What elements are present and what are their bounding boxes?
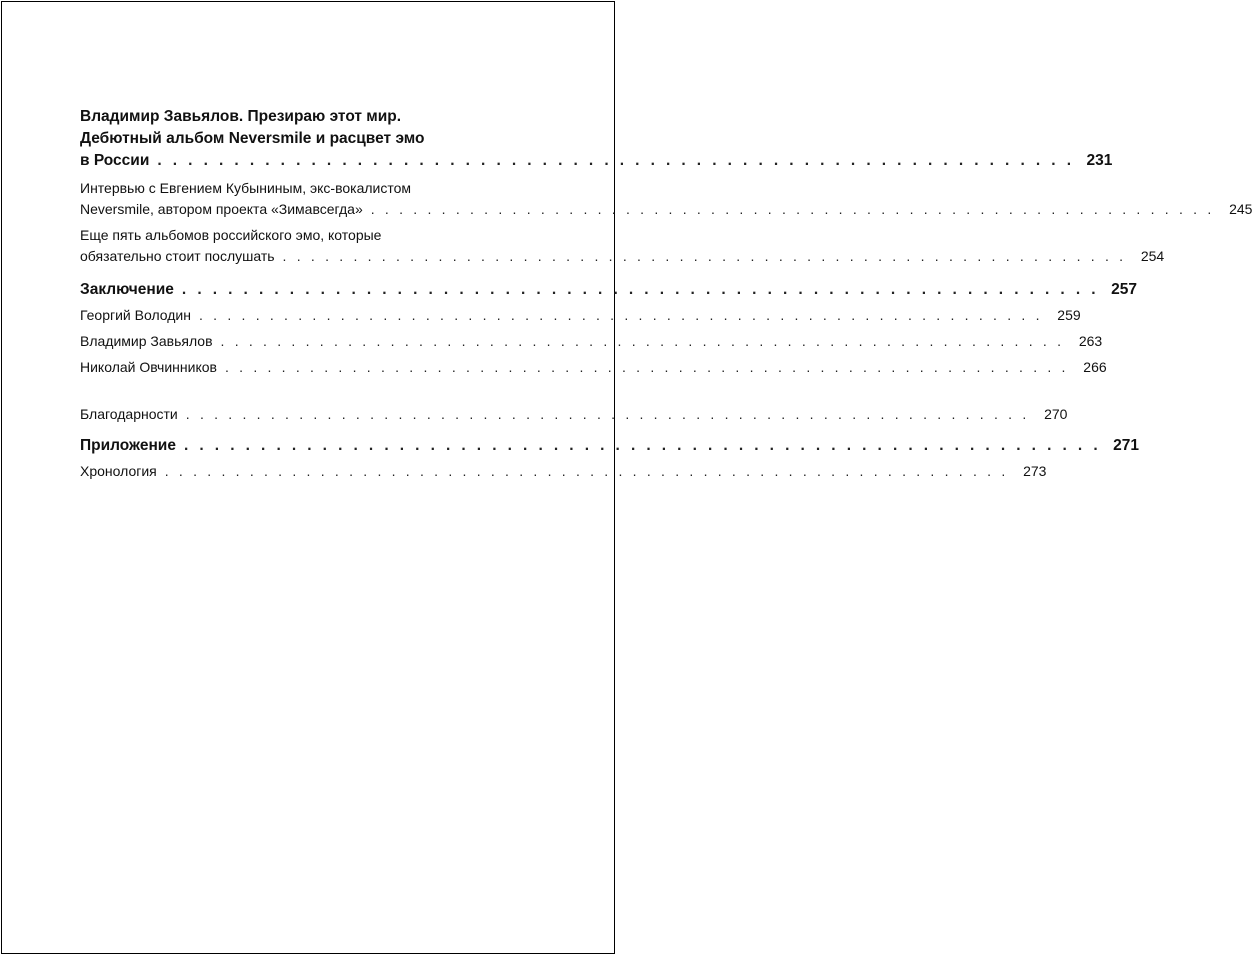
- toc-entry-last-line: [80, 404, 1068, 425]
- toc-entry-title: Благодарности: [80, 406, 178, 422]
- toc-entry-title: Хронология: [80, 463, 157, 479]
- toc-entry-chronology: [80, 461, 1047, 482]
- toc-entry-title: Владимир Завьялов: [80, 333, 213, 349]
- toc-entry-conclusion: [80, 279, 1137, 301]
- toc-page-number: 273: [1023, 463, 1047, 479]
- toc-entry-ovchinnikov: [80, 357, 1107, 378]
- toc-entry-zavyalov-chapter: [80, 106, 1113, 172]
- toc-page-number: 270: [1044, 406, 1068, 422]
- toc-leader-dots: . . . . . . . . . . . . . . . . . . . . . . . . . . . . . . . . . . . . . . . . . . . . . . . . . . . . . . . . . . . .: [183, 437, 1102, 454]
- toc-entry-last-line: [80, 435, 1140, 457]
- toc-page-number: 231: [1086, 152, 1113, 169]
- toc-entry-last-line: [80, 461, 1047, 482]
- toc-page-number: 254: [1140, 248, 1165, 264]
- toc-leader-dots: . . . . . . . . . . . . . . . . . . . . . . . . . . . . . . . . . . . . . . . . . . . . . . . . . . . . . . . . . . . .: [220, 333, 1065, 349]
- toc-entry-title-line: Интервью с Евгением Кубыниным, экс-вокалистом: [80, 180, 412, 196]
- toc-leader-dots: . . . . . . . . . . . . . . . . . . . . . . . . . . . . . . . . . . . . . . . . . . . . . . . . . . . . . . . . . . . .: [224, 359, 1069, 375]
- toc-entry-last-line: [80, 357, 1107, 378]
- toc-leader-dots: . . . . . . . . . . . . . . . . . . . . . . . . . . . . . . . . . . . . . . . . . . . . . . . . . . . . . . . . . . . .: [198, 307, 1043, 323]
- toc-page-number: 266: [1083, 359, 1107, 375]
- toc-page-number: 257: [1111, 281, 1137, 298]
- toc-page-number: 245: [1229, 201, 1252, 217]
- toc-entry-title: Neversmile, автором проекта «Зимавсегда»: [80, 201, 363, 217]
- book-page: [1, 1, 1252, 954]
- toc-leader-dots: . . . . . . . . . . . . . . . . . . . . . . . . . . . . . . . . . . . . . . . . . . . . . . . . . . . . . . . . . . . .: [185, 406, 1030, 422]
- toc-entry-last-line: [80, 150, 1113, 172]
- toc-entry-last-line: [80, 331, 1103, 352]
- toc-entry-last-line: [80, 199, 1252, 220]
- toc-entry-title-line: Еще пять альбомов российского эмо, которые: [80, 227, 382, 243]
- toc-page-number: 259: [1057, 307, 1081, 323]
- toc-leader-dots: . . . . . . . . . . . . . . . . . . . . . . . . . . . . . . . . . . . . . . . . . . . . . . . . . . . . . . . . . . . .: [164, 463, 1009, 479]
- toc-entry-last-line: [80, 246, 1165, 267]
- toc-entry-title: Заключение: [80, 281, 174, 298]
- toc-entry-last-line: [80, 305, 1081, 326]
- toc-page-number: 271: [1113, 437, 1140, 454]
- toc-page-number: 263: [1078, 333, 1103, 349]
- toc-entry-title: Георгий Володин: [80, 307, 191, 323]
- toc-leader-dots: . . . . . . . . . . . . . . . . . . . . . . . . . . . . . . . . . . . . . . . . . . . . . . . . . . . . . . . . . . . .: [181, 281, 1099, 298]
- toc-entry-five-albums: [80, 225, 1165, 267]
- toc-leader-dots: . . . . . . . . . . . . . . . . . . . . . . . . . . . . . . . . . . . . . . . . . . . . . . . . . . . . . . . . . . . .: [282, 248, 1127, 264]
- toc-entry-acknowledgements: [80, 404, 1068, 425]
- table-of-contents: [80, 106, 1252, 482]
- toc-leader-dots: . . . . . . . . . . . . . . . . . . . . . . . . . . . . . . . . . . . . . . . . . . . . . . . . . . . . . . . . . . . .: [157, 152, 1075, 169]
- toc-entry-volodin: [80, 305, 1081, 326]
- toc-entry-title: обязательно стоит послушать: [80, 248, 275, 264]
- toc-entry-last-line: [80, 279, 1137, 301]
- toc-entry-title-line: Владимир Завьялов. Презираю этот мир.: [80, 108, 402, 125]
- toc-leader-dots: . . . . . . . . . . . . . . . . . . . . . . . . . . . . . . . . . . . . . . . . . . . . . . . . . . . . . . . . . . . .: [370, 201, 1215, 217]
- toc-entry-title: Приложение: [80, 437, 176, 454]
- toc-entry-title: в России: [80, 152, 150, 169]
- toc-entry-title-line: Дебютный альбом Neversmile и расцвет эмо: [80, 130, 425, 147]
- toc-entry-title: Николай Овчинников: [80, 359, 217, 375]
- toc-entry-appendix: [80, 435, 1140, 457]
- toc-entry-zavyalov: [80, 331, 1103, 352]
- toc-entry-interview: [80, 178, 1252, 220]
